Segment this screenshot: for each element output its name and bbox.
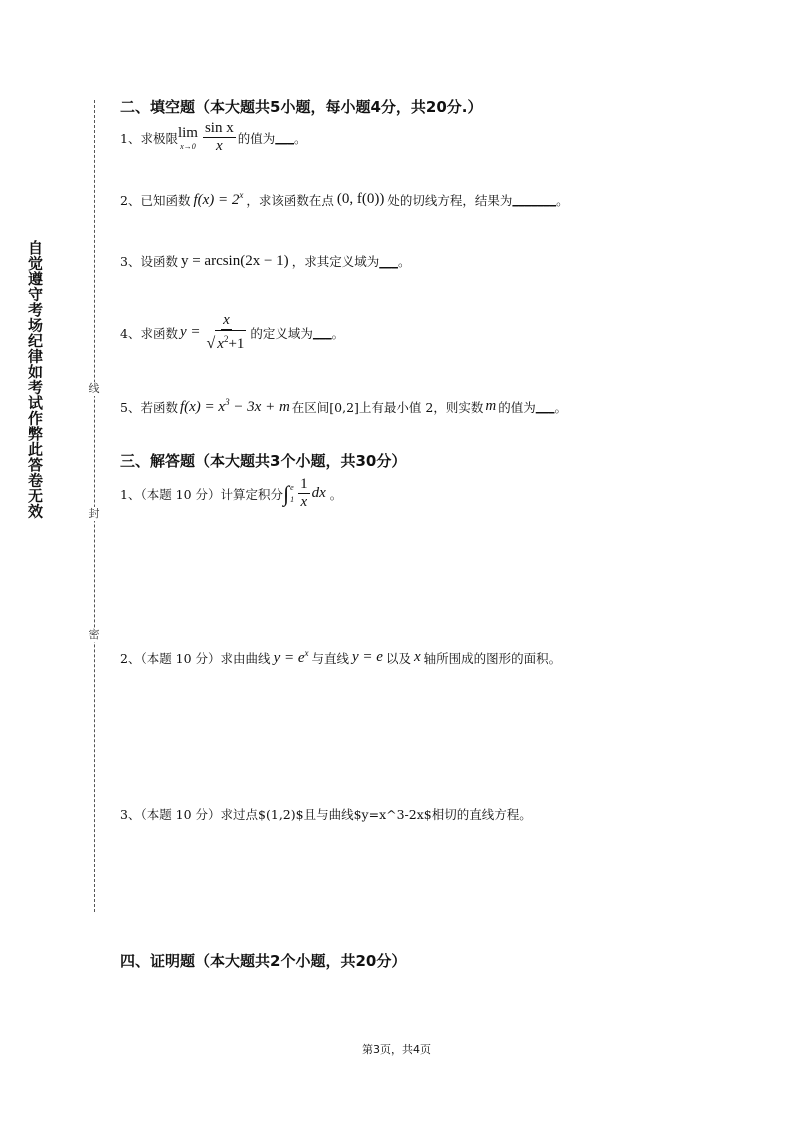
integral-sign-icon: ∫	[283, 480, 290, 506]
answer-blank[interactable]: _______	[512, 192, 557, 207]
exam-discipline-notice: 自觉遵守考场纪律如考试作弊此答卷无效	[26, 240, 44, 519]
answer-question-2: 2、（本题 10 分）求由曲线 $y = e^x$ 与直线 y = e 以及 x 轴所围成的图形的面积。	[120, 648, 562, 666]
binding-mark-line: 线	[86, 382, 102, 396]
answer-blank[interactable]: ___	[535, 399, 555, 414]
answer-blank[interactable]: ___	[275, 130, 294, 145]
answer-blank[interactable]: ___	[312, 325, 332, 340]
answer-question-3: 3、（本题 10 分）求过点$(1,2)$且与曲线$y=x^3-2x$相切的直线方程。	[120, 807, 532, 822]
section-fill-in-heading: 二、填空题（本大题共5小题，每小题4分，共20分.）	[120, 98, 483, 116]
fill-question-1: 1、求极限 lim x→0 $\frac{\text{sin x}}{x}$ 的值为 ___ 。	[120, 120, 307, 154]
section-answer-heading: 三、解答题（本大题共3个小题，共30分）	[120, 452, 407, 470]
fill-question-5: 5、若函数 $f(x) = x^3 - 3x + m$ 在区间[0,2]上有最小值 2，则实数 m 的值为 ___ 。	[120, 397, 567, 415]
page-number: 第3页，共4页	[362, 1043, 431, 1056]
binding-dashed-line	[94, 100, 95, 912]
fill-question-2: 2、已知函数 $f(x) = 2^x$ ，求该函数在点 (0, f(0)) 处的切线方程，结果为 _______ 。	[120, 190, 569, 208]
binding-mark-seal: 封	[86, 507, 102, 521]
section-proof-heading: 四、证明题（本大题共2个小题，共20分）	[120, 952, 407, 970]
fill-question-4: 4、求函数 y = x √ $x^2+1$ 的定义域为 ___ 。	[120, 312, 345, 352]
answer-question-1: 1、（本题 10 分）计算定积分 ∫ e 1 $\frac{1}{x}$ dx 。	[120, 476, 343, 510]
fill-question-3: 3、设函数 y = arcsin(2x − 1) ，求其定义域为 ___ 。	[120, 252, 411, 269]
binding-mark-secret: 密	[86, 628, 102, 642]
answer-blank[interactable]: ___	[379, 253, 398, 269]
